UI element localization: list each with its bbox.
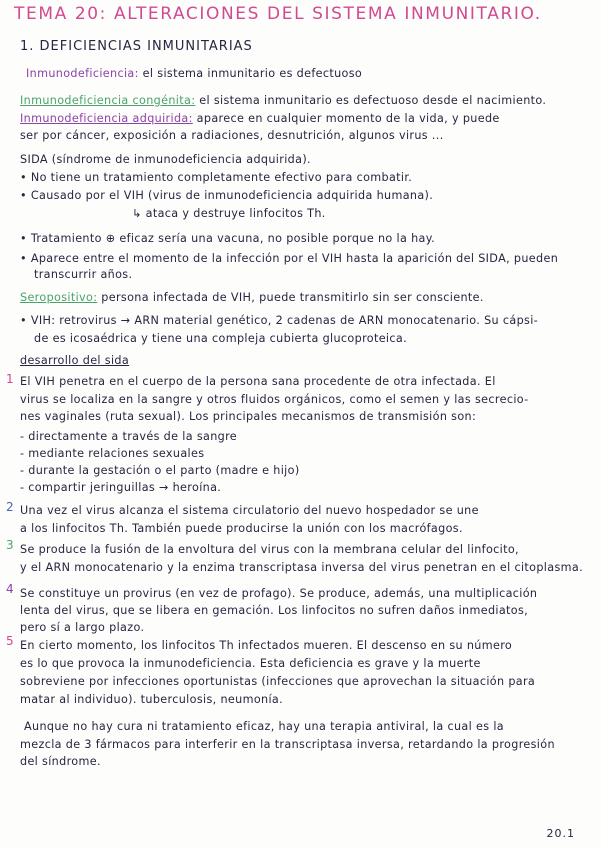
sida-point: • Causado por el VIH (virus de inmunodeficiencia adquirida humana). [20, 189, 434, 202]
step-bullet: - compartir jeringuillas → heroína. [20, 481, 222, 494]
step-bullet: - directamente a través de la sangre [20, 430, 238, 443]
step-line: pero sí a largo plazo. [20, 621, 145, 634]
sida-point: • Tratamiento ⊕ eficaz sería una vacuna, no posible porque no la hay. [20, 232, 435, 245]
term-inmunodeficiencia: Inmunodeficiencia: [26, 67, 139, 80]
step-line: lenta del virus, que se libera en gemación. Los linfocitos no sufren daños inmediatos, [20, 604, 529, 617]
congenita-line [20, 95, 546, 106]
step-line: Una vez el virus alcanza el sistema circulatorio del nuevo hospedador se une [20, 504, 479, 517]
step-line: matar al individuo). tuberculosis, neumonía. [20, 693, 284, 706]
sida-subpoint: ↳ ataca y destruye linfocitos Th. [132, 207, 326, 220]
step-number: 3 [6, 538, 14, 552]
step-line: Se constituye un provirus (en vez de profago). Se produce, además, una multiplicación [20, 587, 538, 600]
congenita-text: el sistema inmunitario es defectuoso desde el nacimiento. [199, 94, 547, 107]
vih-line: de es icosaédrica y tiene una compleja cubierta glucoproteica. [34, 332, 408, 345]
step-line: nes vaginales (ruta sexual). Los principales mecanismos de transmisión son: [20, 410, 477, 423]
step-line: es lo que provoca la inmunodeficiencia. Esta deficiencia es grave y la muerte [20, 657, 481, 670]
step-number: 5 [6, 634, 14, 648]
page-number: 20.1 [546, 827, 575, 840]
desarrollo-heading: desarrollo del sida [20, 354, 130, 367]
adquirida-text: aparece en cualquier momento de la vida, y puede [196, 112, 500, 125]
step-number: 4 [6, 582, 14, 596]
step-line: sobreviene por infecciones oportunistas (infecciones que aprovechan la situación para [20, 675, 536, 688]
definition-line [26, 68, 362, 79]
step-bullet: - mediante relaciones sexuales [20, 447, 205, 460]
vih-line: • VIH: retrovirus → ARN material genético, 2 cadenas de ARN monocatenario. Su cápsi- [20, 314, 539, 327]
page-title: TEMA 20: ALTERACIONES DEL SISTEMA INMUNITARIO. [14, 4, 542, 24]
step-bullet: - durante la gestación o el parto (madre e hijo) [20, 464, 300, 477]
step-line: y el ARN monocatenario y la enzima transcriptasa inversa del virus penetran en el citoplasma. [20, 561, 584, 574]
step-line: En cierto momento, los linfocitos Th infectados mueren. El descenso en su número [20, 639, 513, 652]
step-line: a los linfocitos Th. También puede producirse la unión con los macrófagos. [20, 522, 463, 535]
sida-point-cont: transcurrir años. [34, 268, 133, 281]
seropositivo-text: persona infectada de VIH, puede transmitirlo sin ser consciente. [101, 291, 484, 304]
sida-heading: SIDA (síndrome de inmunodeficiencia adquirida). [20, 153, 311, 166]
step-number: 2 [6, 500, 14, 514]
seropositivo-line [20, 292, 484, 303]
section-heading: 1. DEFICIENCIAS INMUNITARIAS [20, 39, 253, 54]
term-seropositivo: Seropositivo: [20, 291, 98, 304]
adquirida-cont: ser por cáncer, exposición a radiaciones, desnutrición, algunos virus ... [20, 129, 444, 142]
closing-line: mezcla de 3 fármacos para interferir en la transcriptasa inversa, retardando la progresión [20, 738, 555, 751]
term-congenita: Inmunodeficiencia congénita: [20, 94, 196, 107]
step-number: 1 [6, 372, 14, 386]
adquirida-line [20, 113, 500, 124]
sida-point: • Aparece entre el momento de la infección por el VIH hasta la aparición del SIDA, pueden [20, 252, 559, 265]
term-adquirida: Inmunodeficiencia adquirida: [20, 112, 193, 125]
closing-line: Aunque no hay cura ni tratamiento eficaz, hay una terapia antiviral, la cual es la [24, 720, 504, 733]
closing-line: del síndrome. [20, 755, 101, 768]
step-line: virus se localiza en la sangre y otros fluidos orgánicos, como el semen y las secrecio- [20, 393, 529, 406]
sida-point: • No tiene un tratamiento completamente efectivo para combatir. [20, 171, 413, 184]
step-line: Se produce la fusión de la envoltura del virus con la membrana celular del linfocito, [20, 543, 519, 556]
definition-text: el sistema inmunitario es defectuoso [142, 67, 363, 80]
step-line: El VIH penetra en el cuerpo de la persona sana procedente de otra infectada. El [20, 375, 496, 388]
